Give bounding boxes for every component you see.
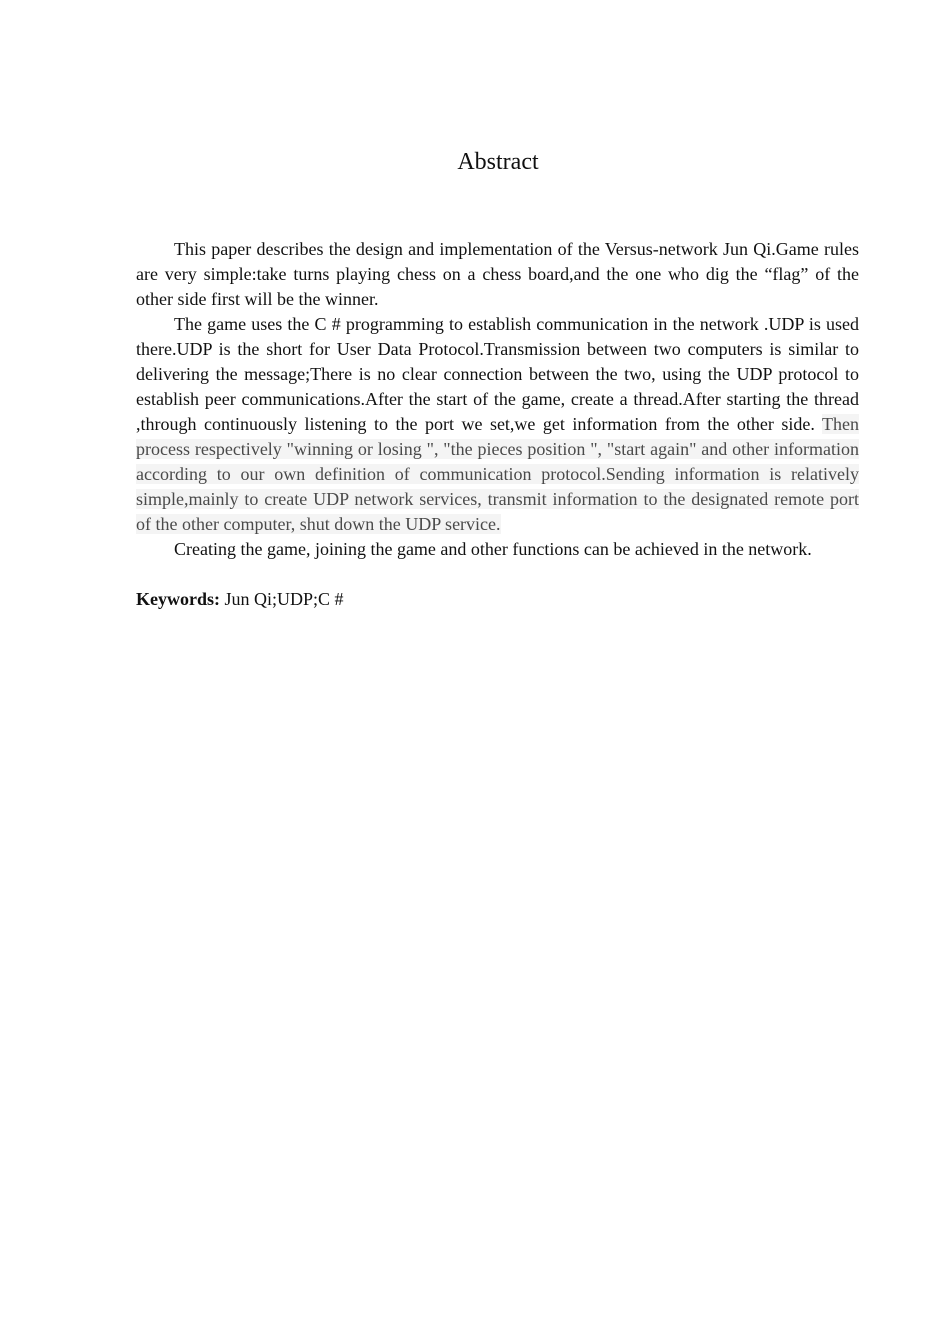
paragraph-3: Creating the game, joining the game and other functions can be achieved in the network. bbox=[174, 539, 812, 559]
paragraph-2 bbox=[136, 312, 859, 537]
paragraph-1: This paper describes the design and implementation of the Versus-network Jun Qi.Game rules are very simple:take turns playing chess on a chess board,and the one who dig the “flag” of the other side first will be the winner. bbox=[136, 239, 859, 309]
abstract-body bbox=[136, 237, 859, 612]
keywords-label: Keywords: bbox=[136, 589, 220, 609]
paragraph-2-text: The game uses the C # programming to establish communication in the network .UDP is used there.UDP is the short for User Data Protocol.Transmission between two computers is similar to delivering the message;There is no clear connection between the two, using the UDP protocol to establish peer communications.After the start of the game, create a thread.After starting the thread ,through continuously listening to the port we set,we get information from the other side. bbox=[136, 314, 859, 434]
abstract-title: Abstract bbox=[457, 149, 539, 175]
paragraph-2-highlighted-text: Then process respectively "winning or losing ", "the pieces position ", "start again" and other information according to our own definition of communication protocol.Sending information is relatively simple,mainly to create UDP network services, transmit information to the designated remote port of the other computer, shut down the UDP service. bbox=[136, 414, 859, 534]
keywords-value: Jun Qi;UDP;C # bbox=[220, 589, 344, 609]
keywords-line bbox=[136, 587, 859, 612]
